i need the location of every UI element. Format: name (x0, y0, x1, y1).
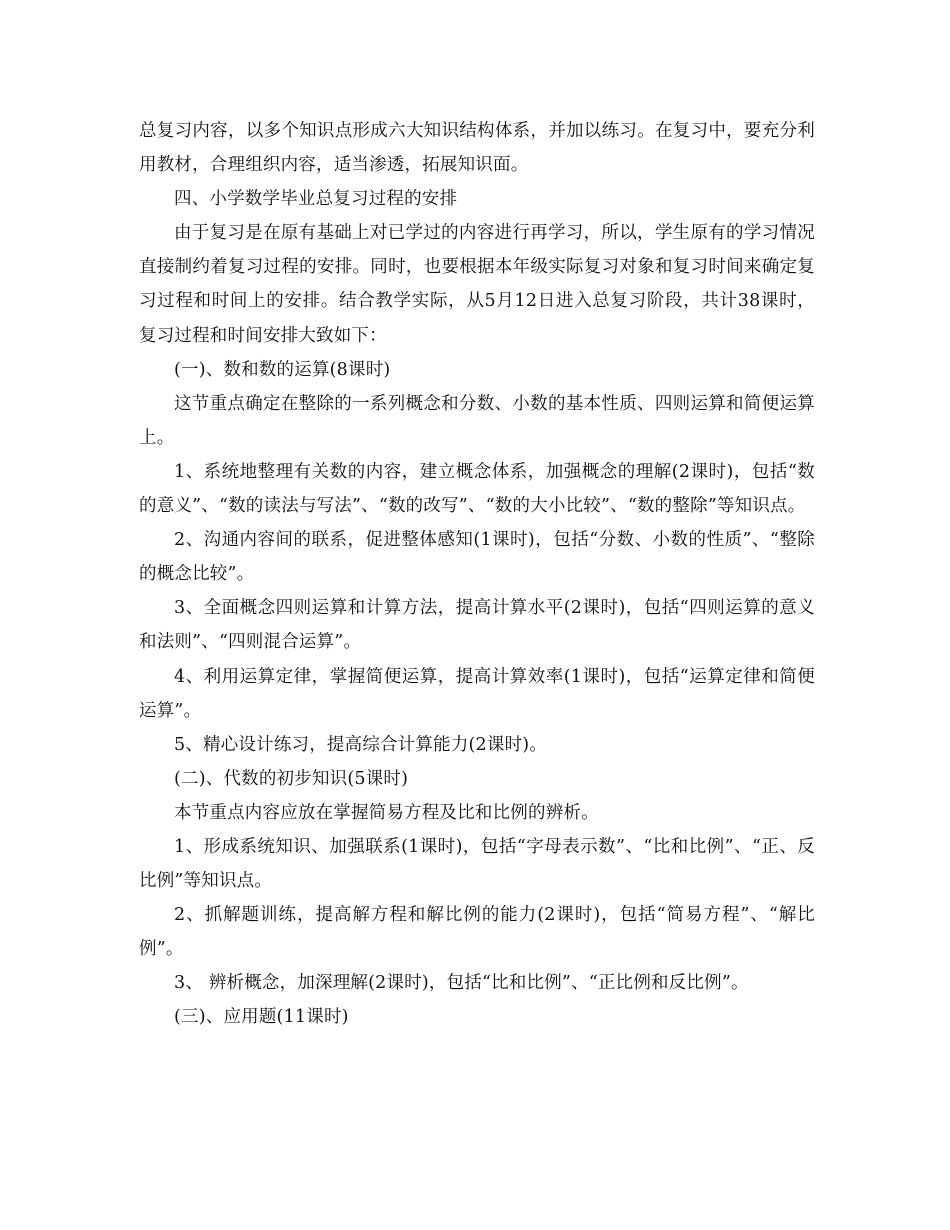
list-item-algebra-3: 3、 辨析概念，加深理解(2课时)，包括“比和比例”、“正比例和反比例”。 (174, 973, 749, 994)
list-item-algebra-2: 2、抓解题训练，提高解方程和解比例的能力(2课时)，包括“简易方程”、“解比例”。 (139, 905, 815, 960)
list-item-numbers-2: 2、沟通内容间的联系，促进整体感知(1课时)，包括“分数、小数的性质”、“整除的概念比较”。 (139, 530, 815, 585)
list-item-numbers-3: 3、全面概念四则运算和计算方法，提高计算水平(2课时)，包括“四则运算的意义和法则”、“四则混合运算”。 (139, 598, 815, 653)
section-heading-review-arrangement: 四、小学数学毕业总复习过程的安排 (174, 189, 458, 210)
document-body (139, 114, 815, 1035)
paragraph-numbers-focus: 这节重点确定在整除的一系列概念和分数、小数的基本性质、四则运算和简便运算上。 (139, 393, 815, 448)
list-item-algebra-1: 1、形成系统知识、加强联系(1课时)，包括“字母表示数”、“比和比例”、“正、反比例”等知识点。 (139, 836, 815, 892)
subsection-heading-algebra: (二)、代数的初步知识(5课时) (174, 768, 409, 789)
paragraph-continuation: 总复习内容，以多个知识点形成六大知识结构体系，并加以练习。在复习中，要充分利用教材，合理组织内容，适当渗透，拓展知识面。 (139, 121, 815, 176)
paragraph-algebra-focus: 本节重点内容应放在掌握简易方程及比和比例的辨析。 (174, 802, 599, 823)
list-item-numbers-5: 5、精心设计练习，提高综合计算能力(2课时)。 (174, 734, 548, 755)
subsection-heading-word-problems: (三)、应用题(11课时) (174, 1007, 349, 1028)
paragraph-review-schedule: 由于复习是在原有基础上对已学过的内容进行再学习，所以，学生原有的学习情况直接制约着复习过程的安排。同时，也要根据本年级实际复习对象和复习时间来确定复习过程和时间上的安排。结合教学实际，从5月12日进入总复习阶段，共计38课时，复习过程和时间安排大致如下： (139, 223, 815, 346)
list-item-numbers-1: 1、系统地整理有关数的内容，建立概念体系，加强概念的理解(2课时)，包括“数的意义”、“数的读法与写法”、“数的改写”、“数的大小比较”、“数的整除”等知识点。 (139, 461, 815, 517)
subsection-heading-numbers: (一)、数和数的运算(8课时) (174, 359, 391, 380)
list-item-numbers-4: 4、利用运算定律，掌握简便运算，提高计算效率(1课时)，包括“运算定律和简便运算”。 (139, 666, 815, 721)
